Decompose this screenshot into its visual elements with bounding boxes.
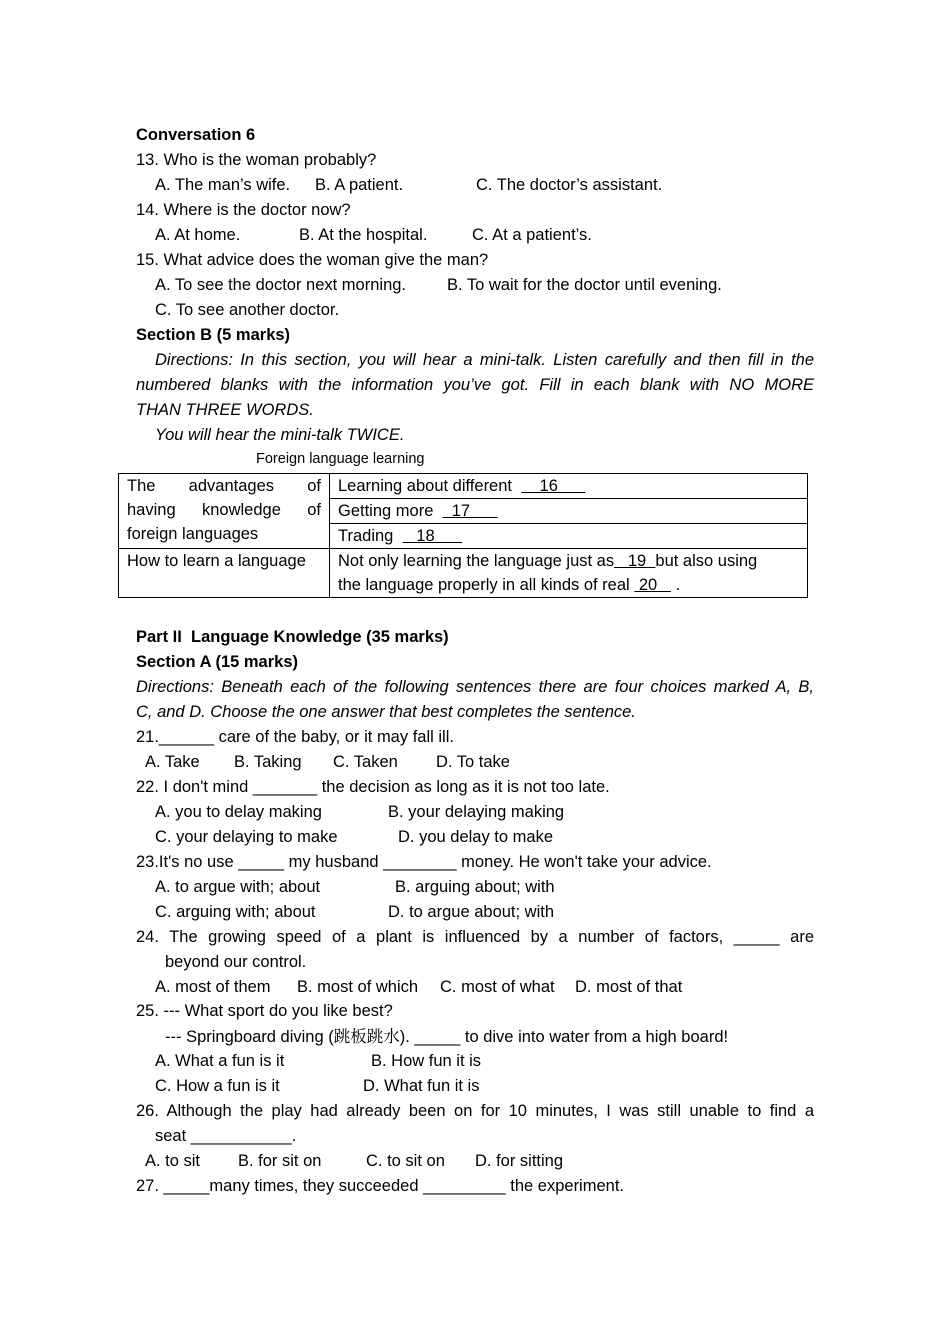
q14-option-b: B. At the hospital. xyxy=(299,226,428,244)
item-cell-18 xyxy=(330,524,808,549)
q26-option-b: B. for sit on xyxy=(238,1152,322,1170)
q14-option-c: C. At a patient’s. xyxy=(472,226,592,244)
q26-stem-line1: 26. Although the play had already been on for 10 minutes, I was still unable to find a xyxy=(136,1102,814,1120)
fill-in-table xyxy=(118,473,808,598)
q23-stem: 23.It's no use _____ my husband ________ money. He won't take your advice. xyxy=(136,853,712,871)
advantages-label-line3: foreign languages xyxy=(127,525,259,543)
q22-option-c: C. your delaying to make xyxy=(155,828,338,846)
q13-option-a: A. The man’s wife. xyxy=(155,176,291,194)
q27-stem: 27. _____many times, they succeeded _________ the experiment. xyxy=(136,1177,624,1195)
q15-option-b: B. To wait for the doctor until evening. xyxy=(447,276,722,294)
q22-option-b: B. your delaying making xyxy=(388,803,565,821)
q23-option-c: C. arguing with; about xyxy=(155,903,316,921)
section-b-heading: Section B (5 marks) xyxy=(136,326,291,344)
q26-option-c: C. to sit on xyxy=(366,1152,445,1170)
q22-stem: 22. I don't mind _______ the decision as long as it is not too late. xyxy=(136,778,610,796)
advantages-label-cell xyxy=(119,474,330,549)
q22-option-a: A. you to delay making xyxy=(155,803,322,821)
q24-option-b: B. most of which xyxy=(297,978,419,996)
part2-heading: Part II Language Knowledge (35 marks) xyxy=(136,628,449,646)
q23-option-b: B. arguing about; with xyxy=(395,878,555,896)
q25-stem-line2: --- Springboard diving (跳板跳水). _____ to dive into water from a high board! xyxy=(165,1028,729,1046)
row2-text-b: but also using xyxy=(655,552,758,570)
q23-option-a: A. to argue with; about xyxy=(155,878,321,896)
how-to-learn-label-cell xyxy=(119,549,330,598)
q25-option-d: D. What fun it is xyxy=(363,1077,480,1095)
q26-option-a: A. to sit xyxy=(145,1152,201,1170)
q23-option-d: D. to argue about; with xyxy=(388,903,555,921)
part2-directions-line1: Directions: Beneath each of the following sentences there are four choices marked A, B, xyxy=(136,678,814,696)
q13-option-c: C. The doctor’s assistant. xyxy=(476,176,663,194)
part2-section-a-heading: Section A (15 marks) xyxy=(136,653,299,671)
section-b-directions-line3: THAN THREE WORDS. xyxy=(136,401,314,419)
advantages-label-line1: The advantages of xyxy=(127,477,321,495)
q21-option-b: B. Taking xyxy=(234,753,302,771)
q21-option-d: D. To take xyxy=(436,753,510,771)
conversation-heading: Conversation 6 xyxy=(136,126,256,144)
table-caption: Foreign language learning xyxy=(256,451,425,467)
row2-text-d: . xyxy=(675,576,681,594)
q21-option-a: A. Take xyxy=(145,753,200,771)
blank-20[interactable]: 20 xyxy=(638,576,658,594)
q24-option-a: A. most of them xyxy=(155,978,271,996)
row2-text-a: Not only learning the language just as xyxy=(338,552,615,570)
q25-option-b: B. How fun it is xyxy=(371,1052,482,1070)
row2-text-c: the language properly in all kinds of real xyxy=(338,576,630,594)
q21-stem: 21.______ care of the baby, or it may fall ill. xyxy=(136,728,454,746)
q21-option-c: C. Taken xyxy=(333,753,398,771)
q26-stem-line2: seat ___________. xyxy=(155,1127,297,1145)
q25-option-c: C. How a fun is it xyxy=(155,1077,280,1095)
blank-19[interactable]: 19 xyxy=(627,552,647,570)
q15-option-a: A. To see the doctor next morning. xyxy=(155,276,407,294)
q13-option-b: B. A patient. xyxy=(315,176,404,194)
how-to-learn-cell xyxy=(330,549,808,598)
how-to-learn-label: How to learn a language xyxy=(127,552,306,570)
q24-stem-line1: 24. The growing speed of a plant is influenced by a number of factors, _____ are xyxy=(136,928,814,946)
blank-17[interactable]: 17 xyxy=(451,502,471,520)
item-cell-17 xyxy=(330,499,808,524)
q26-option-d: D. for sitting xyxy=(475,1152,564,1170)
q24-option-d: D. most of that xyxy=(575,978,683,996)
item-text-17: Getting more xyxy=(338,502,434,520)
q15-option-c: C. To see another doctor. xyxy=(155,301,340,319)
item-text-16: Learning about different xyxy=(338,477,512,495)
blank-16[interactable]: 16 xyxy=(539,477,558,495)
q14-option-a: A. At home. xyxy=(155,226,241,244)
q24-stem-line2: beyond our control. xyxy=(165,953,307,971)
q13-stem: 13. Who is the woman probably? xyxy=(136,151,377,169)
item-text-18: Trading xyxy=(338,527,394,545)
item-cell-16 xyxy=(330,474,808,499)
section-b-directions-line1: Directions: In this section, you will hear a mini-talk. Listen carefully and then fill in the xyxy=(155,351,814,369)
q24-option-c: C. most of what xyxy=(440,978,555,996)
blank-18[interactable]: 18 xyxy=(416,527,435,545)
part2-directions-line2: C, and D. Choose the one answer that best completes the sentence. xyxy=(136,703,636,721)
q22-option-d: D. you delay to make xyxy=(398,828,553,846)
q14-stem: 14. Where is the doctor now? xyxy=(136,201,351,219)
q25-stem-line1: 25. --- What sport do you like best? xyxy=(136,1002,393,1020)
q25-option-a: A. What a fun is it xyxy=(155,1052,285,1070)
section-b-directions-line2: numbered blanks with the information you’ve got. Fill in each blank with NO MORE xyxy=(136,376,814,394)
section-b-twice-note: You will hear the mini-talk TWICE. xyxy=(155,426,405,444)
advantages-label-line2: having knowledge of xyxy=(127,501,321,519)
q15-stem: 15. What advice does the woman give the man? xyxy=(136,251,489,269)
